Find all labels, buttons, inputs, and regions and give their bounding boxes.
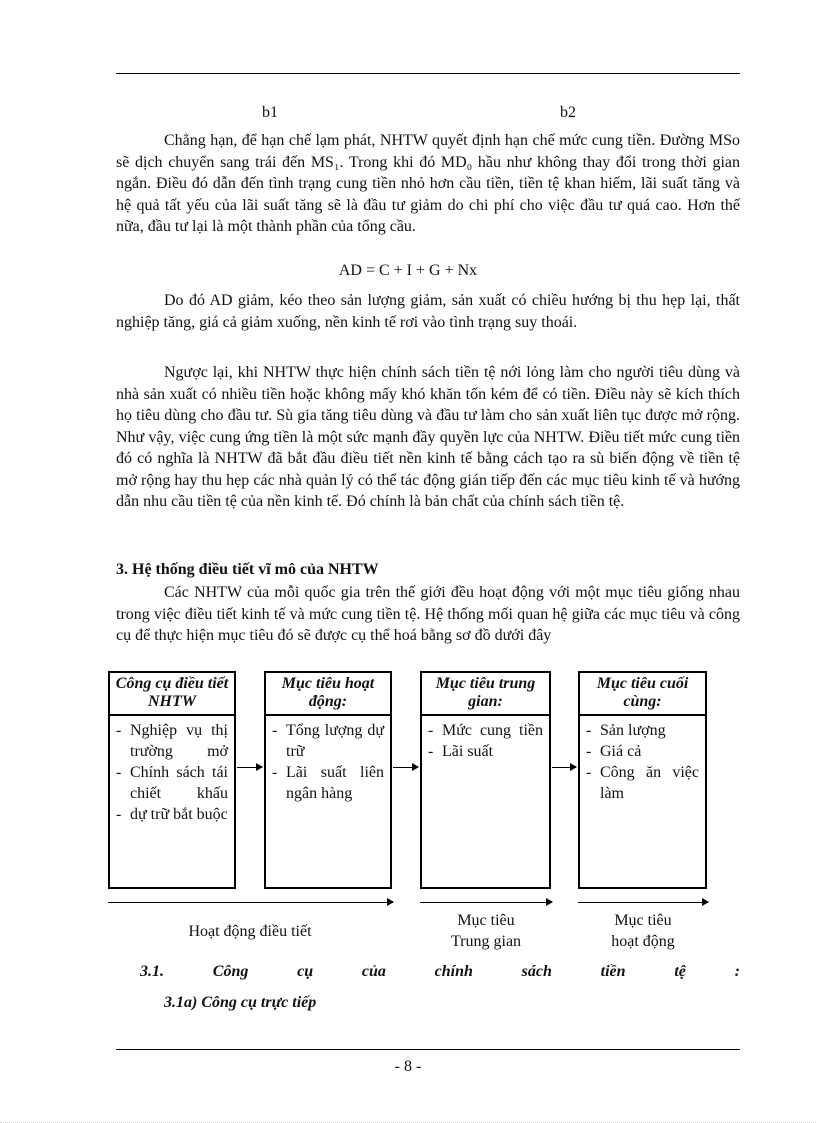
paragraph-4 bbox=[116, 582, 740, 647]
box-operating-targets-title: Mục tiêu hoạt động: bbox=[266, 673, 390, 716]
paragraph-2 bbox=[116, 290, 740, 333]
list-item: - Nghiệp vụ thị trường mở bbox=[116, 722, 228, 760]
arrow-right-icon bbox=[552, 767, 576, 768]
paragraph-3 bbox=[116, 362, 740, 513]
list-item: - Chính sách tái chiết khấu bbox=[116, 764, 228, 802]
box-policy-tools bbox=[108, 671, 236, 889]
box-intermediate-targets-title: Mục tiêu trung gian: bbox=[422, 673, 549, 716]
box-operating-targets bbox=[264, 671, 392, 889]
caption-regulating-activity: Hoạt động điều tiết bbox=[188, 923, 312, 940]
box-final-goals bbox=[578, 671, 707, 889]
list-item: - Lãi suất bbox=[428, 743, 494, 760]
timeline-arrow-left bbox=[108, 902, 393, 903]
timeline-arrow-right bbox=[578, 902, 708, 903]
page-number: - 8 - bbox=[394, 1058, 422, 1075]
list-item: - dự trữ bắt buộc bbox=[116, 806, 228, 823]
paragraph-3-text: Ngược lại, khi NHTW thực hiện chính sách tiền tệ nới lỏng làm cho người tiêu dùng và nhà sản xuất có nhiều tiền hoặc không mấy khó khăn tốn kém để có tiền. Điều này sẽ kích thích họ tiêu dùng cho đầu tư. Sù gia tăng tiêu dùng và đầu tư làm cho sản xuất liên tục được mở rộng. Như vậy, việc cung ứng tiền là một sức mạnh đầy quyền lực của NHTW. Điều tiết mức cung tiền đó có nghĩa là NHTW đã bắt đầu điều tiết nền kinh tế bằng cách tạo ra sù biến động về tiền tệ mở rộng hay thu hẹp các nhà quản lý có thể tác động gián tiếp đến các mục tiêu kinh tế và hướng dẫn nhu cầu tiền tệ của nền kinh tế. Đó chính là bản chất của chính sách tiền tệ. bbox=[116, 364, 740, 510]
list-item: - Mức cung tiền bbox=[428, 722, 543, 739]
figure-label-b2: b2 bbox=[560, 104, 576, 121]
paragraph-1-text: Chẳng hạn, để hạn chế lạm phát, NHTW quyết định hạn chế mức cung tiền. Đường MSo sẽ dịch chuyển sang trái đến MS₁. Trong khi đó MD₀ hầu như không thay đổi trong thời gian ngắn. Điều đó dẫn đến tình trạng cung tiền nhỏ hơn cầu tiền, tiền tệ khan hiếm, lãi suất tăng và hệ quả tất yếu của lãi suất tăng sẽ là đầu tư giảm do chi phí cho việc đầu tư quá cao. Hơn thế nữa, đầu tư lại là một thành phần của tổng cầu. bbox=[116, 132, 740, 235]
caption-operating-1: Mục tiêu bbox=[614, 912, 672, 929]
subheading-3-1a: 3.1a) Công cụ trực tiếp bbox=[164, 994, 317, 1011]
caption-operating-2: hoạt động bbox=[611, 933, 675, 950]
paragraph-1 bbox=[116, 130, 740, 238]
arrow-right-icon bbox=[237, 767, 262, 768]
paragraph-2-text: Do đó AD giảm, kéo theo sản lượng giảm, sản xuất có chiều hướng bị thu hẹp lại, thất nghiệp tăng, giá cả giảm xuống, nền kinh tế rơi vào tình trạng suy thoái. bbox=[116, 292, 740, 331]
list-item: - Sản lượng bbox=[586, 722, 666, 739]
list-item: - Giá cả bbox=[586, 743, 642, 760]
section-heading: 3. Hệ thống điều tiết vĩ mô của NHTW bbox=[116, 561, 379, 578]
caption-intermediate-2: Trung gian bbox=[450, 933, 522, 950]
box-policy-tools-title: Công cụ điều tiết NHTW bbox=[110, 673, 234, 716]
arrow-right-icon bbox=[393, 767, 418, 768]
list-item: - Công ăn việc làm bbox=[586, 764, 699, 802]
formula: AD = C + I + G + Nx bbox=[338, 262, 478, 279]
figure-label-b1: b1 bbox=[262, 104, 278, 121]
box-intermediate-targets bbox=[420, 671, 551, 889]
list-item: - Lãi suất liên ngân hàng bbox=[272, 764, 384, 802]
subheading-3-1: 3.1. Công cụ của chính sách tiền tệ : bbox=[140, 963, 740, 980]
timeline-arrow-middle bbox=[420, 902, 552, 903]
footer-rule bbox=[116, 1049, 740, 1050]
caption-intermediate-1: Mục tiêu bbox=[457, 912, 515, 929]
list-item: - Tổng lượng dự trữ bbox=[272, 722, 384, 760]
paragraph-4-text: Các NHTW của mỗi quốc gia trên thế giới đều hoạt động với một mục tiêu giống nhau trong việc điều tiết kinh tế và mức cung tiền tệ. Hệ thống mối quan hệ giữa các mục tiêu và công cụ để thực hiện mục tiêu đó sẽ được cụ thể hoá bằng sơ đồ dưới đây bbox=[116, 584, 740, 644]
box-final-goals-title: Mục tiêu cuối cùng: bbox=[580, 673, 705, 716]
header-rule bbox=[116, 73, 740, 74]
